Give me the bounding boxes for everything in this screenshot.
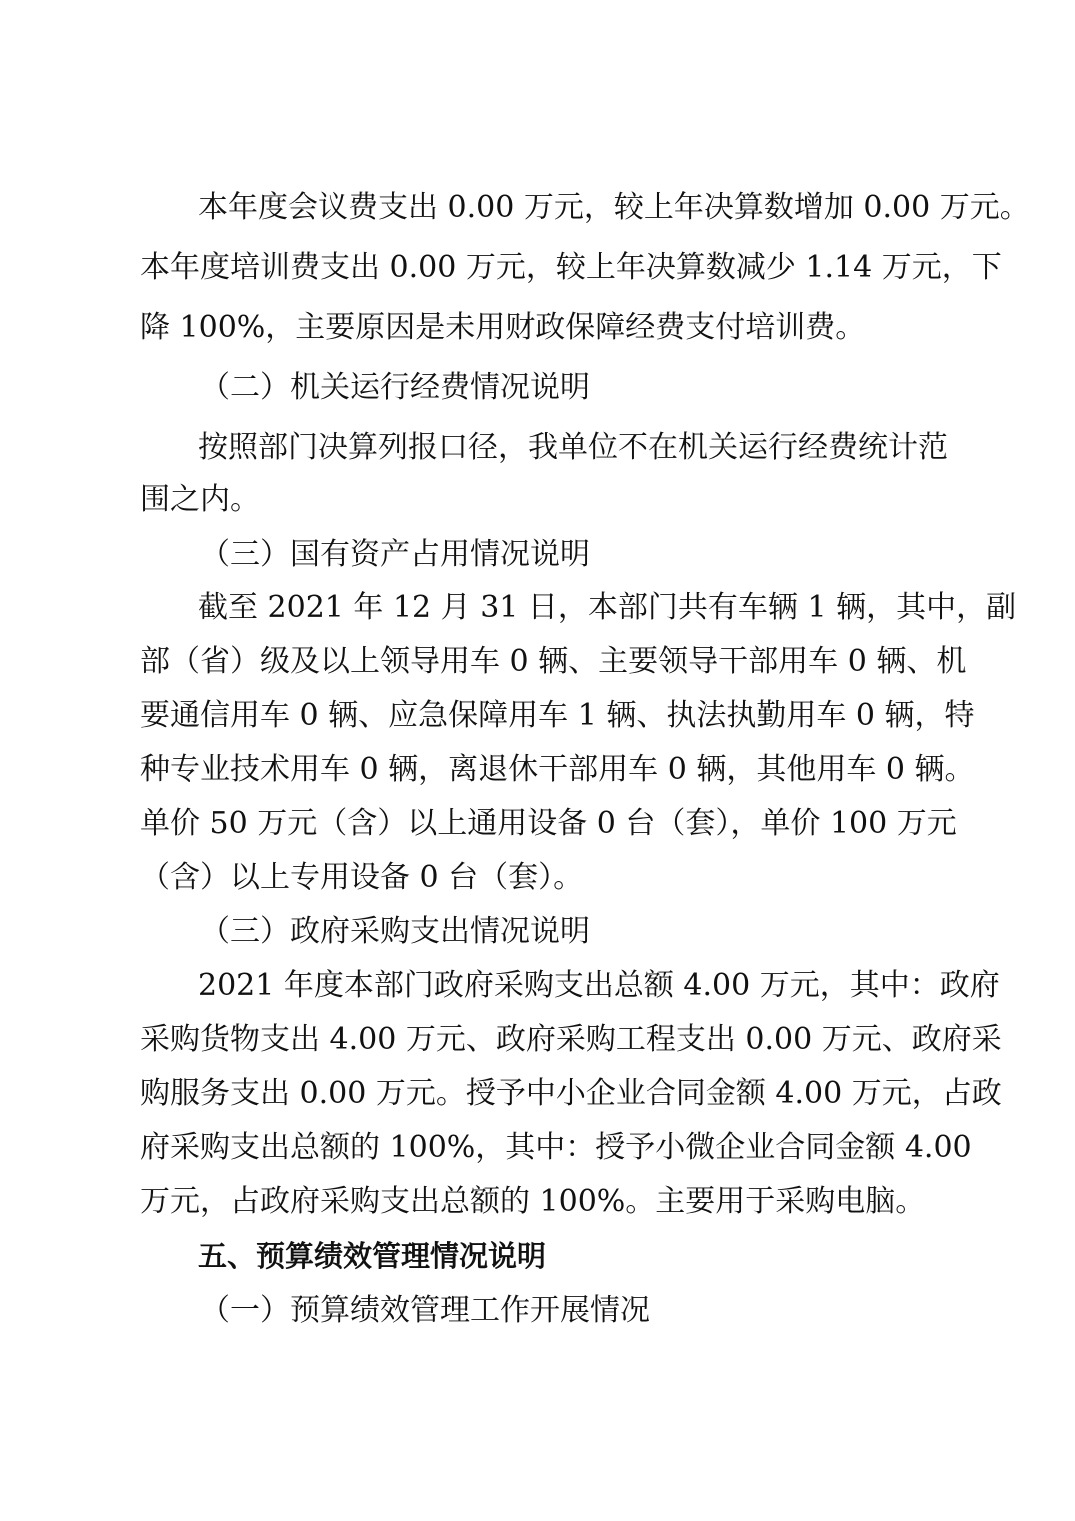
paragraph-training-fee-line-2: 降 100%，主要原因是未用财政保障经费支付培训费。 <box>140 310 866 345</box>
paragraph-procurement-line-4: 府采购支出总额的 100%，其中：授予小微企业合同金额 4.00 <box>140 1130 972 1165</box>
paragraph-procurement-line-1: 2021 年度本部门政府采购支出总额 4.00 万元，其中：政府 <box>198 968 1000 1003</box>
section-heading-government-procurement: （三）政府采购支出情况说明 <box>200 914 590 949</box>
paragraph-procurement-line-2: 采购货物支出 4.00 万元、政府采购工程支出 0.00 万元、政府采 <box>140 1022 1002 1057</box>
section-heading-state-assets: （三）国有资产占用情况说明 <box>200 537 590 572</box>
chapter-heading-budget-performance: 五、预算绩效管理情况说明 <box>198 1239 547 1273</box>
paragraph-assets-line-1: 截至 2021 年 12 月 31 日，本部门共有车辆 1 辆，其中，副 <box>198 590 1017 625</box>
paragraph-procurement-line-3: 购服务支出 0.00 万元。授予中小企业合同金额 4.00 万元，占政 <box>140 1076 1002 1111</box>
section-heading-performance-work: （一）预算绩效管理工作开展情况 <box>200 1293 650 1328</box>
paragraph-meeting-fee-line-1: 本年度会议费支出 0.00 万元，较上年决算数增加 0.00 万元。 <box>198 190 1030 225</box>
paragraph-assets-line-6: （含）以上专用设备 0 台（套）。 <box>140 860 584 895</box>
paragraph-assets-line-2: 部（省）级及以上领导用车 0 辆、主要领导干部用车 0 辆、机 <box>140 644 967 679</box>
paragraph-training-fee-line-1: 本年度培训费支出 0.00 万元，较上年决算数减少 1.14 万元，下 <box>140 250 1002 285</box>
paragraph-assets-line-4: 种专业技术用车 0 辆，离退休干部用车 0 辆，其他用车 0 辆。 <box>140 752 975 787</box>
paragraph-assets-line-5: 单价 50 万元（含）以上通用设备 0 台（套），单价 100 万元 <box>140 806 957 841</box>
paragraph-operating-expenses-line-1: 按照部门决算列报口径，我单位不在机关运行经费统计范 <box>198 430 948 465</box>
paragraph-operating-expenses-line-2: 围之内。 <box>140 482 260 517</box>
paragraph-procurement-line-5: 万元，占政府采购支出总额的 100%。主要用于采购电脑。 <box>140 1184 926 1219</box>
section-heading-agency-operating-expenses: （二）机关运行经费情况说明 <box>200 370 590 405</box>
paragraph-assets-line-3: 要通信用车 0 辆、应急保障用车 1 辆、执法执勤用车 0 辆，特 <box>140 698 975 733</box>
